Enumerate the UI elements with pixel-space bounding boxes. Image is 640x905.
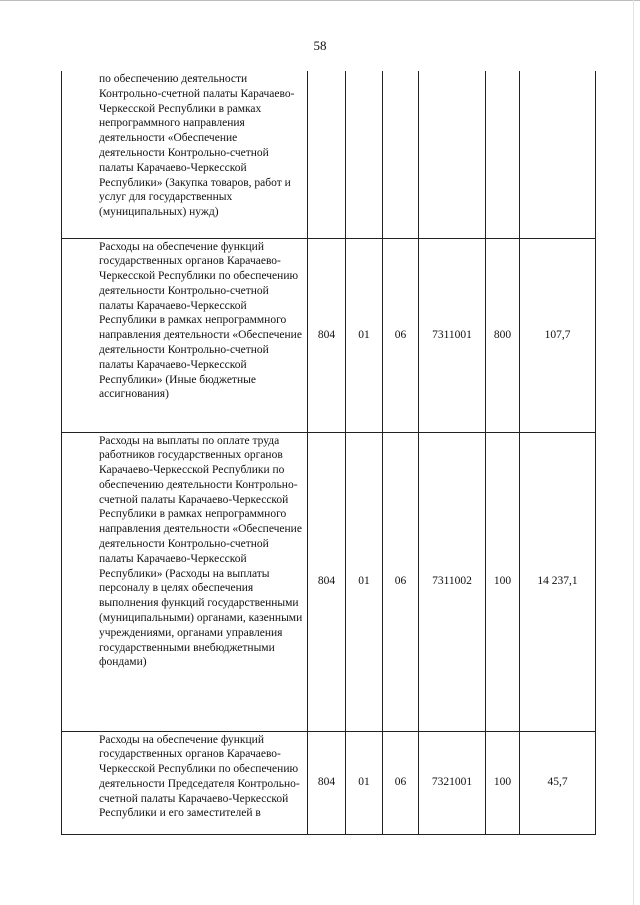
table-row: [62, 71, 596, 238]
ministry-code: 804: [308, 731, 346, 834]
subsection-code: [383, 71, 419, 238]
ministry-code: [308, 71, 346, 238]
row-description: по обеспечению деятельности Контрольно-счетной палаты Карачаево-Черкесской Республики в рамках непрограммного направления деятельности «Обеспечение деятельности Контрольно-счетной палаты Карачаево-Черкесской Республики» (Закупка товаров, работ и услуг для государственных (муниципальных) нужд): [62, 71, 308, 238]
amount-cell: 45,7: [520, 731, 596, 834]
target-article-code: [419, 71, 486, 238]
expense-type-code: 800: [486, 238, 520, 432]
table-row: [62, 731, 596, 834]
scan-edge: [0, 0, 640, 1]
row-description: Расходы на обеспечение функций государственных органов Карачаево-Черкесской Республики по обеспечению деятельности Контрольно-счетной палаты Карачаево-Черкесской Республики в рамках непрограммного направления деятельности «Обеспечение деятельности Контрольно-счетной палаты Карачаево-Черкесской Республики» (Иные бюджетные ассигнования): [62, 238, 308, 432]
expense-type-code: [486, 71, 520, 238]
table-row: [62, 238, 596, 432]
section-code: 01: [346, 432, 383, 731]
section-code: [346, 71, 383, 238]
target-article-code: 7311001: [419, 238, 486, 432]
target-article-code: 7321001: [419, 731, 486, 834]
section-code: 01: [346, 238, 383, 432]
table-row: [62, 432, 596, 731]
section-code: 01: [346, 731, 383, 834]
amount-cell: [520, 71, 596, 238]
expense-type-code: 100: [486, 731, 520, 834]
budget-table: [61, 71, 596, 835]
target-article-code: 7311002: [419, 432, 486, 731]
subsection-code: 06: [383, 731, 419, 834]
subsection-code: 06: [383, 432, 419, 731]
ministry-code: 804: [308, 432, 346, 731]
row-description: Расходы на выплаты по оплате труда работников государственных органов Карачаево-Черкесской Республики по обеспечению деятельности Контрольно-счетной палаты Карачаево-Черкесской Республики в рамках непрограммного направления деятельности «Обеспечение деятельности Контрольно-счетной палаты Карачаево-Черкесской Республики» (Расходы на выплаты персоналу в целях обеспечения выполнения функций государственными (муниципальными) органами, казенными учреждениями, органами управления государственными внебюджетными фондами): [62, 432, 308, 731]
ministry-code: 804: [308, 238, 346, 432]
subsection-code: 06: [383, 238, 419, 432]
page-number: 58: [313, 38, 327, 53]
row-description: Расходы на обеспечение функций государственных органов Карачаево-Черкесской Республики по обеспечению деятельности Председателя Контрольно-счетной палаты Карачаево-Черкесской Республики и его заместителей в: [62, 731, 308, 834]
scan-edge: [633, 0, 634, 905]
amount-cell: 107,7: [520, 238, 596, 432]
expense-type-code: 100: [486, 432, 520, 731]
amount-cell: 14 237,1: [520, 432, 596, 731]
